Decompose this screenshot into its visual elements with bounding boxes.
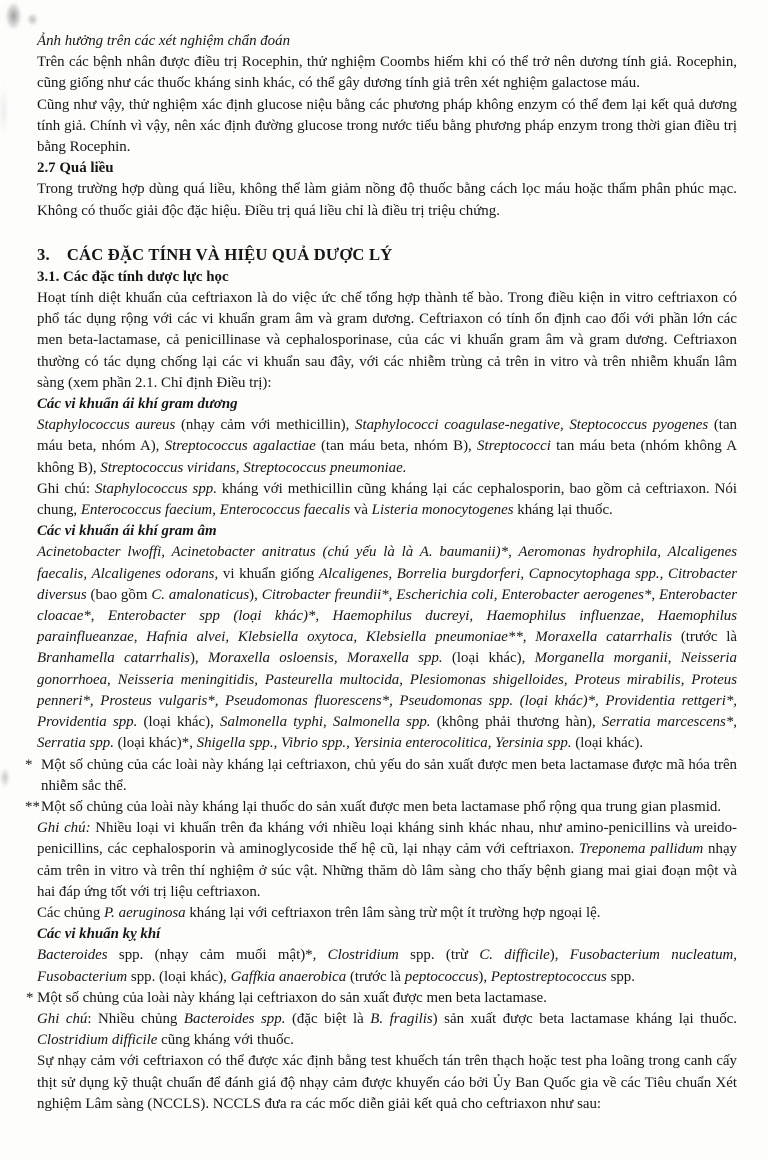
text-segment: Staphylococcus aureus [37, 417, 176, 434]
text-segment: ), [189, 650, 208, 667]
text-segment: Alcaligenes, Borrelia burgdorferi, Capnocytophaga spp., Citrobacter diversus [37, 565, 737, 603]
text-segment: (trước là [672, 629, 737, 646]
text-segment: (loại khác), [442, 650, 535, 667]
doc-subheading [37, 924, 737, 945]
doc-paragraph [37, 179, 737, 221]
text-segment: C. amalonaticus [151, 586, 250, 603]
text-segment: Các vi khuẩn ái khí gram dương [37, 396, 238, 413]
text-segment: * Một số chủng của loài này kháng lại ceftriaxon do sản xuất được men beta lactamase. [26, 989, 547, 1006]
text-segment: và [350, 502, 372, 519]
text-segment: Sự nhạy cảm với ceftriaxon có thể được xác định bằng test khuếch tán trên thạch hoặc test pha loãng trong canh cấy thịt sử dụng kỹ thuật chuẩn để đánh giá độ nhạy cảm được khuyến cáo bởi Ủy Ban Quốc gia về các Tiêu chuẩn Xét nghiệm Lâm sàng (NCCLS). NCCLS đưa ra các mốc diễn giải kết quả cho ceftriaxon như sau: [37, 1053, 737, 1112]
text-segment: tan máu beta (nhóm không A không B), [37, 438, 737, 476]
doc-paragraph [37, 903, 737, 924]
doc-paragraph [37, 945, 737, 987]
text-segment: Staphylococcus spp. [94, 480, 217, 497]
text-segment: Salmonella typhi, Salmonella spp. [220, 714, 431, 731]
text-segment: Fusobacterium nucleatum, Fusobacterium [37, 947, 738, 985]
text-segment: Providentia rettgeri*, Providentia spp. [37, 692, 737, 731]
text-segment: Peptostreptococcus [490, 968, 607, 985]
text-segment: Ghi chú [37, 1010, 88, 1027]
text-segment: (tan máu beta, nhóm B), [315, 438, 478, 455]
text-segment: cũng kháng với thuốc. [157, 1032, 294, 1049]
doc-paragraph [37, 288, 737, 394]
text-segment: (loại khác), [137, 714, 221, 731]
text-segment: : Nhiều chủng [87, 1010, 184, 1027]
text-segment: Clostridium difficile [37, 1032, 158, 1049]
text-segment: (loại khác)*, [513, 692, 606, 709]
footnote-marker: * [25, 756, 33, 773]
doc-paragraph [37, 95, 737, 159]
text-segment: Các vi khuẩn ái khí gram âm [37, 523, 217, 540]
doc-footnote [26, 988, 737, 1009]
text-segment: (đặc biệt là [285, 1010, 371, 1027]
text-segment: Gaffkia anaerobica [230, 968, 347, 985]
text-segment: kháng lại thuốc. [513, 502, 613, 519]
text-segment: CÁC ĐẶC TÍNH VÀ HIỆU QUẢ DƯỢC LÝ [66, 244, 393, 264]
text-segment: Streptococci [477, 438, 551, 455]
section-number: 3. [37, 244, 50, 264]
text-segment: Trên các bệnh nhân được điều trị Rocephin, thử nghiệm Coombs hiếm khi có thể trở nên dương tính giả. Rocephin, cũng giống như các thuốc kháng sinh khác, có thể gây dương tính giả trên xét nghiệm galactose máu. [37, 54, 737, 92]
text-segment: Một số chủng của loài này kháng lại thuốc do sản xuất được men beta lactamase phổ rộng qua trung gian plasmid. [41, 798, 722, 815]
text-segment: ), [249, 586, 262, 603]
doc-subheading [37, 394, 737, 415]
text-segment: Moraxella osloensis, Moraxella spp. [207, 650, 443, 667]
text-segment: (bao gồm [86, 586, 152, 603]
text-segment: Clostridium [327, 947, 399, 964]
text-segment: (nhạy cảm với methicillin), [175, 417, 355, 434]
text-segment: 2.7 Quá liều [37, 160, 114, 177]
text-segment: spp. (trừ [398, 947, 480, 964]
text-segment: Treponema pallidum [579, 841, 704, 858]
text-segment: Morganella morganii, Neisseria gonorrhoea, Neisseria meningitidis, Pasteurella multocida, Plesiomonas shigelloides, Proteus mirabilis, Proteus penneri*, Prosteus vulgaris*, Pseudomonas fluorescens*, Pseudomonas spp. [37, 650, 737, 709]
doc-footnote [25, 797, 737, 818]
text-segment: B. fragilis [370, 1010, 433, 1027]
text-segment: peptococcus [404, 968, 479, 985]
text-segment: kháng lại với ceftriaxon trên lâm sàng trừ một ít trường hợp ngoại lệ. [185, 904, 601, 921]
text-segment: Một số chủng của các loài này kháng lại ceftriaxon, chủ yếu do sản xuất được men beta lactamase được mã hóa trên nhiễm sắc thể. [41, 756, 737, 794]
text-segment: Streptococcus viridans, Streptococcus pneumoniae. [100, 459, 407, 476]
text-segment: Ảnh hưởng trên các xét nghiệm chẩn đoán [37, 33, 291, 49]
text-segment: Streptococcus agalactiae [164, 438, 316, 455]
text-segment: Serratia marcescens*, Serratia spp. [37, 714, 737, 752]
text-segment: Acinetobacter lwoffi, Acinetobacter anitratus (chú yếu là là A. baumanii)*, Aeromonas hydrophila, Alcaligenes faecalis, Alcaligenes odorans, [37, 544, 737, 582]
text-segment: Haemophilus ducreyi, Haemophilus influenzae, Haemophilus parainflueanzae, Hafnia alvei, Klebsiella oxytoca, Klebsiella pneumoniae**, Moraxella catarrhalis [37, 608, 738, 646]
text-segment: spp. [606, 968, 635, 985]
doc-subheading [37, 521, 737, 542]
doc-paragraph [37, 818, 737, 903]
text-segment: kháng với methicillin cũng kháng lại các cephalosporin, bao gồm cả ceftriaxon. Nói chung, [37, 480, 737, 519]
doc-heading [37, 158, 737, 179]
text-segment: nhạy cảm trên in vitro và trên thí nghiệm ở súc vật. Những thăm dò lâm sàng cho thấy bệnh giang mai giai đoạn một và hai đáp ứng tốt với trị liệu ceftriaxon. [37, 841, 737, 900]
text-segment: Cũng như vậy, thử nghiệm xác định glucose niệu bằng các phương pháp không enzym có thể đem lại kết quả dương tính giả. Chính vì vậy, nên xác định đường glucose trong nước tiểu bằng phương pháp enzym trong thời gian điều trị bằng Rocephin. [37, 96, 737, 156]
text-segment: Ghi chú: [37, 820, 91, 837]
text-segment: ), [549, 947, 570, 964]
doc-paragraph [37, 1009, 737, 1051]
text-segment: (tan máu beta, nhóm A), [37, 417, 737, 455]
text-segment: Staphylococci coagulase-negative, Steptococcus pyogenes [355, 417, 709, 434]
text-segment: Các chủng [37, 904, 104, 921]
text-segment: spp. (loại khác), [127, 968, 231, 985]
text-segment: Trong trường hợp dùng quá liều, không thể làm giảm nồng độ thuốc bằng cách lọc máu hoặc thẩm phân phúc mạc. Không có thuốc giải độc đặc hiệu. Điều trị quá liều chỉ là điều trị triệu chứng. [37, 181, 737, 219]
doc-paragraph [37, 1051, 737, 1115]
text-segment: (loại khác)*, [219, 608, 333, 625]
doc-section-heading [37, 243, 737, 267]
footnote-marker: ** [25, 798, 40, 815]
text-segment: (loại khác). [571, 735, 644, 752]
text-segment: Enterococcus faecium, Enterococcus faecalis [80, 502, 351, 519]
text-segment: C. difficile [479, 947, 550, 964]
text-segment: Bacteroides [37, 947, 108, 964]
scan-smudge [0, 88, 7, 134]
doc-paragraph [37, 415, 737, 479]
text-segment: (không phải thương hàn), [430, 714, 602, 731]
doc-heading [37, 267, 737, 288]
scan-smudge [27, 13, 38, 26]
doc-italic-heading [37, 31, 737, 52]
scan-smudge [6, 3, 21, 29]
text-segment: (loại khác)*, [113, 735, 197, 752]
text-segment: 3.1. Các đặc tính dược lực học [37, 268, 229, 285]
text-segment: Nhiều loại vi khuẩn trên đa kháng với nhiều loại kháng sinh khác nhau, như amino-penicillins và ureido-penicillins, các cephalosporin và aminoglycoside thế hệ cũ, lại nhạy cảm với ceftriaxon. [37, 820, 737, 858]
text-segment: Branhamella catarrhalis [37, 650, 190, 667]
doc-paragraph [37, 52, 737, 94]
text-segment: Citrobacter freundii*, Escherichia coli, Enterobacter aerogenes*, Enterobacter cloacae*, Enterobacter spp [37, 586, 738, 625]
text-segment: Ghi chú: [37, 480, 95, 497]
doc-footnote [25, 755, 737, 797]
text-segment: Hoạt tính diệt khuẩn của ceftriaxon là do việc ức chế tổng hợp thành tế bào. Trong điều kiện in vitro ceftriaxon có phổ tác dụng rộng với các vi khuẩn gram âm và gram dương. Ceftriaxon có tính ổn định cao đối với phần lớn các men beta-lactamase, cả penicillinase và cephalosporinase, của các vi khuẩn gram âm và gram dương. Ceftriaxon thường có tác dụng chống lại các vi khuẩn sau đây, với các nhiễm trùng cả trên in vitro và trên nhiễm khuẩn lâm sàng (xem phần 2.1. Chỉ định Điều trị): [37, 290, 737, 391]
text-segment: P. aeruginosa [104, 904, 186, 921]
text-segment: (trước là [346, 968, 405, 985]
text-segment: ) sản xuất được beta lactamase kháng lại thuốc. [432, 1010, 737, 1027]
text-segment: spp. (nhạy cảm muối mật)*, [107, 947, 328, 964]
text-segment: vi khuẩn giống [218, 565, 319, 582]
text-segment: Listeria monocytogenes [371, 502, 514, 519]
text-segment: Bacteroides spp. [183, 1010, 286, 1027]
scan-smudge [0, 768, 10, 787]
text-segment: ), [478, 968, 491, 985]
doc-paragraph [37, 542, 737, 754]
document-content [25, 31, 738, 1115]
doc-paragraph [37, 479, 737, 521]
text-segment: Các vi khuẩn kỵ khí [37, 926, 161, 943]
text-segment: Shigella spp., Vibrio spp., Yersinia enterocolitica, Yersinia spp. [196, 735, 572, 752]
